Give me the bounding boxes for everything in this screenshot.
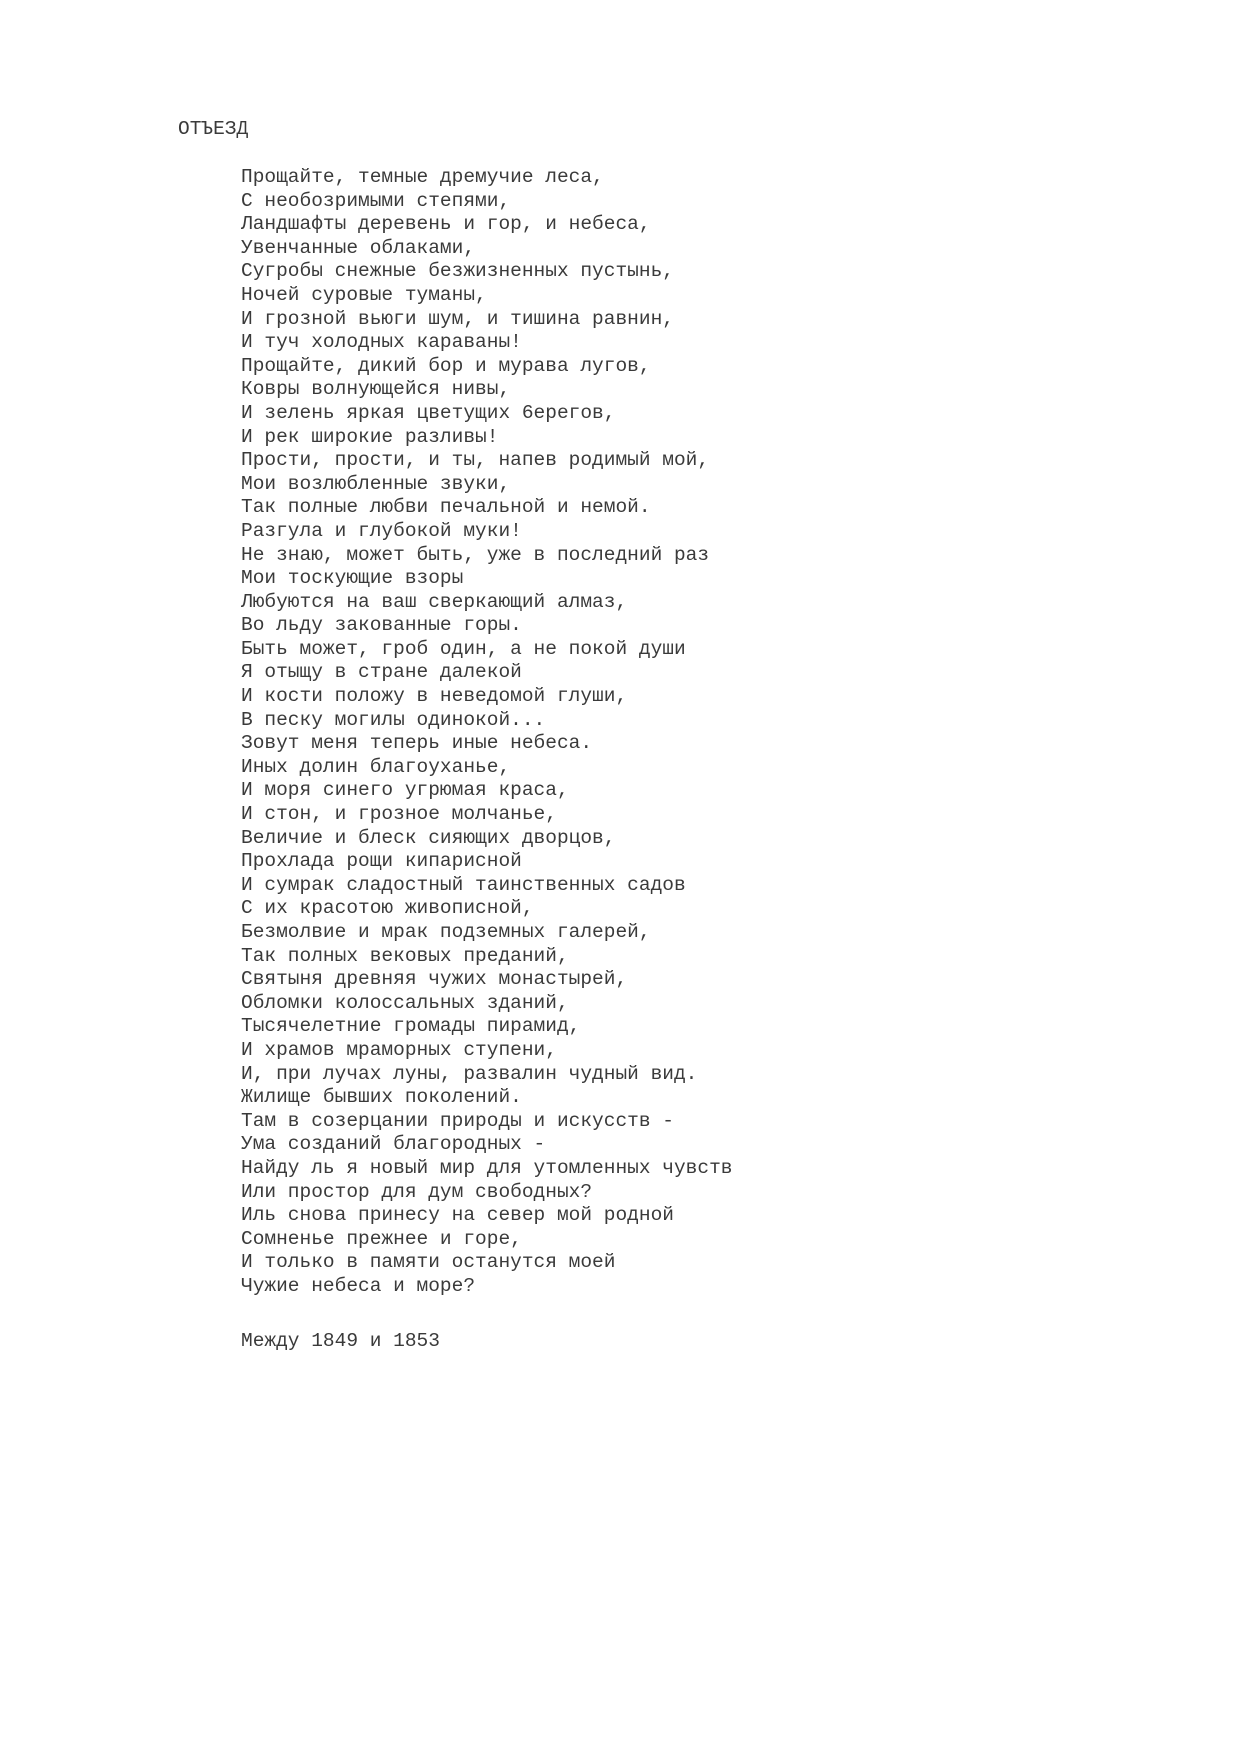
poem-line: И, при лучах луны, развалин чудный вид.: [241, 1062, 698, 1085]
poem-line: Безмолвие и мрак подземных галерей,: [241, 921, 651, 943]
poem-line: Тысячелетние громады пирамид,: [241, 1015, 581, 1038]
poem-line: И стон, и грозное молчанье,: [241, 803, 557, 826]
poem-line: Во льду закованные горы.: [241, 614, 522, 637]
poem-line: Или простор для дум свободных?: [241, 1180, 593, 1203]
poem-line: В песку могилы одинокой...: [241, 708, 546, 731]
poem-line: И кости положу в неведомой глуши,: [241, 685, 628, 708]
poem-line: Обломки колоссальных зданий,: [241, 991, 569, 1014]
poem-line: Ландшафты деревень и гор, и небеса,: [241, 213, 651, 236]
poem-line: Любуются на ваш сверкающий алмаз,: [241, 590, 628, 613]
poem-line: Прощайте, дикий бор и мурава лугов,: [241, 354, 651, 377]
poem-line: Ковры волнующейся нивы,: [241, 378, 511, 401]
poem-line: И сумрак сладостный таинственных садов: [241, 873, 686, 896]
poem-line: Прощайте, темные дремучие леса,: [241, 166, 604, 188]
poem-line: Сомненье прежнее и горе,: [241, 1227, 522, 1250]
poem-line: Величие и блеск сияющих дворцов,: [241, 826, 616, 849]
poem-line: Чужие небеса и море?: [241, 1274, 476, 1297]
poem-line: Разгула и глубокой муки!: [241, 519, 522, 542]
poem-line: Мои тоскующие взоры: [241, 567, 464, 590]
poem-line: Ума созданий благородных -: [241, 1133, 546, 1156]
poem-line: И храмов мраморных ступени,: [241, 1038, 557, 1061]
poem-line: Так полных вековых преданий,: [241, 944, 569, 967]
poem-line: С их красотою живописной,: [241, 897, 534, 920]
poem-line: Ночей суровые туманы,: [241, 283, 487, 306]
poem-line: Иль снова принесу на север мой родной: [241, 1204, 674, 1227]
poem-line: Так полные любви печальной и немой.: [241, 496, 651, 519]
poem-line: Увенчанные облаками,: [241, 236, 476, 259]
poem-line: Быть может, гроб один, а не покой души: [241, 637, 686, 660]
poem-line: Иных долин благоуханье,: [241, 755, 511, 778]
poem-line: И зелень яркая цветущих 6ерегов,: [241, 401, 616, 424]
poem-line: Найду ль я новый мир для утомленных чувств: [241, 1156, 733, 1179]
poem-line: И грозной вьюги шум, и тишина равнин,: [241, 307, 674, 330]
poem-date: Между 1849 и 1853: [241, 1330, 440, 1352]
poem-line: Мои возлюбленные звуки,: [241, 472, 511, 495]
poem-line: Не знаю, может быть, уже в последний раз: [241, 543, 710, 566]
poem-line: И только в памяти останутся моей: [241, 1251, 616, 1274]
poem-body: [241, 166, 732, 1299]
poem-line: И рек широкие разливы!: [241, 425, 499, 448]
poem-line: Зовут меня теперь иные небеса.: [241, 732, 593, 755]
poem-line: Жилище бывших поколений.: [241, 1086, 522, 1109]
poem-line: Прости, прости, и ты, напев родимый мой,: [241, 449, 710, 472]
poem-line: И моря синего угрюмая краса,: [241, 779, 569, 802]
poem-line: С необозримыми степями,: [241, 189, 511, 212]
poem-line: Святыня древняя чужих монастырей,: [241, 968, 628, 991]
poem-line: И туч холодных караваны!: [241, 331, 522, 354]
poem-line: Там в созерцании природы и искусств -: [241, 1109, 674, 1132]
poem-title: ОТЪЕЗД: [178, 118, 249, 140]
poem-line: Я отыщу в стране далекой: [241, 661, 522, 684]
poem-line: Сугробы снежные безжизненных пустынь,: [241, 260, 674, 283]
poem-line: Прохлада рощи кипарисной: [241, 850, 522, 873]
